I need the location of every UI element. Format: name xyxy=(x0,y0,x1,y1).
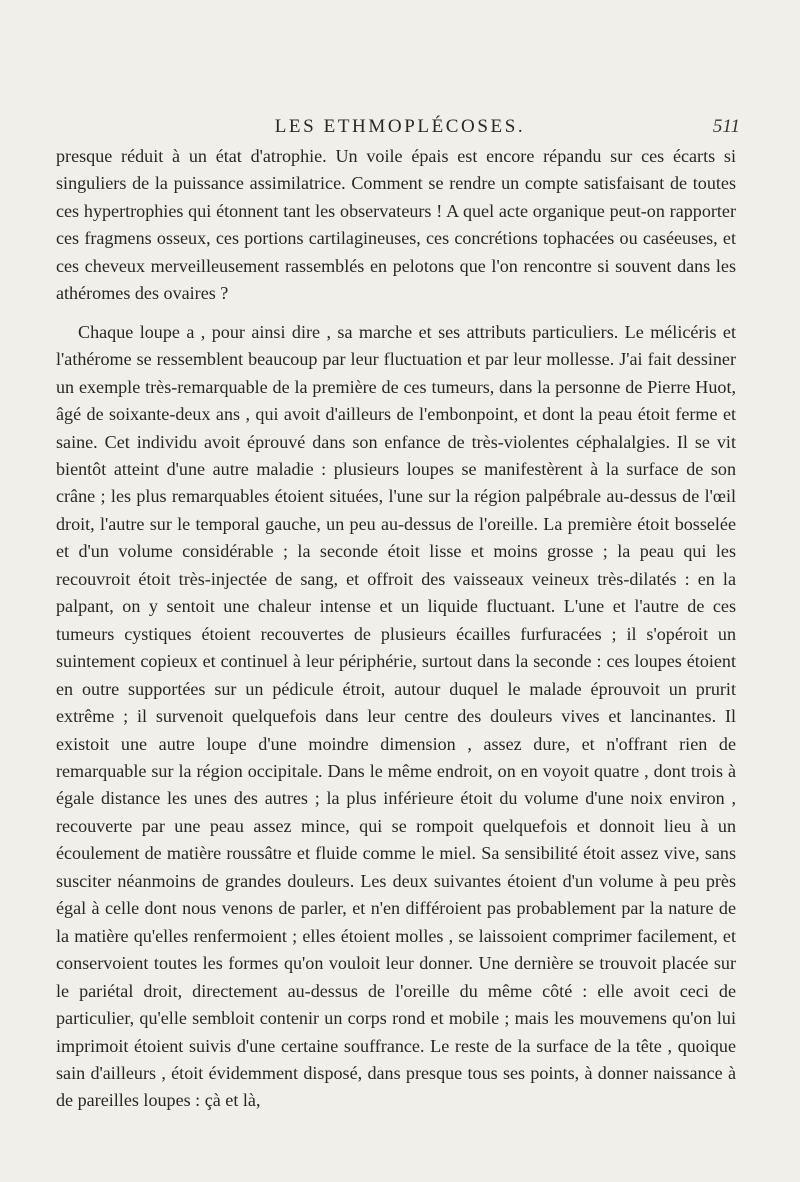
paragraph: Chaque loupe a , pour ainsi dire , sa marche et ses attributs particuliers. Le mélicéris et l'athérome se ressemblent beaucoup par leur fluctuation et par leur mollesse. J'ai fait dessiner un exemple très-remarquable de la première de ces tumeurs, dans la personne de Pierre Huot, âgé de soixante-deux ans , qui avoit d'ailleurs de l'embonpoint, et dont la peau étoit ferme et saine. Cet individu avoit éprouvé dans son enfance de très-violentes céphalalgies. Il se vit bientôt atteint d'une autre maladie : plusieurs loupes se manifestèrent à la surface de son crâne ; les plus remarquables étoient situées, l'une sur la région palpébrale au-dessus de l'œil droit, l'autre sur le temporal gauche, un peu au-dessus de l'oreille. La première étoit bosselée et d'un volume considérable ; la seconde étoit lisse et moins grosse ; la peau qui les recouvroit étoit très-injectée de sang, et offroit des vaisseaux veineux très-dilatés : en la palpant, on y sentoit une chaleur intense et un liquide fluctuant. L'une et l'autre de ces tumeurs cystiques étoient recouvertes de plusieurs écailles furfuracées ; il s'opéroit un suintement copieux et continuel à leur périphérie, surtout dans la seconde : ces loupes étoient en outre supportées sur un pédicule étroit, autour duquel le malade éprouvoit un prurit extrême ; il survenoit quelquefois dans leur centre des douleurs vives et lancinantes. Il existoit une autre loupe d'une moindre dimension , assez dure, et n'offrant rien de remarquable sur la région occipitale. Dans le même endroit, on en voyoit quatre , dont trois à égale distance les unes des autres ; la plus inférieure étoit du volume d'une noix environ , recouverte par une peau assez mince, qui se rompoit quelquefois et donnoit lieu à un écoulement de matière roussâtre et fluide comme le miel. Sa sensibilité étoit assez vive, sans susciter néanmoins de grandes douleurs. Les deux suivantes étoient d'un volume à peu près égal à celle dont nous venons de parler, et n'en différoient pas probablement par la nature de la matière qu'elles renfermoient ; elles étoient molles , se laissoient comprimer facilement, et conservoient toutes les formes qu'on vouloit leur donner. Une dernière se trouvoit placée sur le pariétal droit, directement au-dessus de l'oreille du même côté : elle avoit ceci de particulier, qu'elle sembloit contenir un corps rond et mobile ; mais les mouvemens qu'on lui imprimoit étoient suivis d'une certaine souffrance. Le reste de la surface de la tête , quoique sain d'ailleurs , étoit évidemment disposé, dans presque tous ses points, à donner naissance à de pareilles loupes : çà et là, xyxy=(56,321,736,1111)
paragraph: presque réduit à un état d'atrophie. Un voile épais est encore répandu sur ces écarts si singuliers de la puissance assimilatrice. Comment se rendre un compte satisfaisant de toutes ces hypertrophies qui étonnent tant les observateurs ! A quel acte organique peut-on rapporter ces fragmens osseux, ces portions cartilagineuses, ces concrétions tophacées ou caséeuses, et ces cheveux merveilleusement rassemblés en pelotons que l'on rencontre si souvent dans les athéromes des ovaires ? xyxy=(56,146,736,304)
page-number: 511 xyxy=(712,116,740,137)
body-text xyxy=(56,143,736,1115)
page-header xyxy=(60,114,740,140)
running-title: LES ETHMOPLÉCOSES. xyxy=(274,116,526,137)
